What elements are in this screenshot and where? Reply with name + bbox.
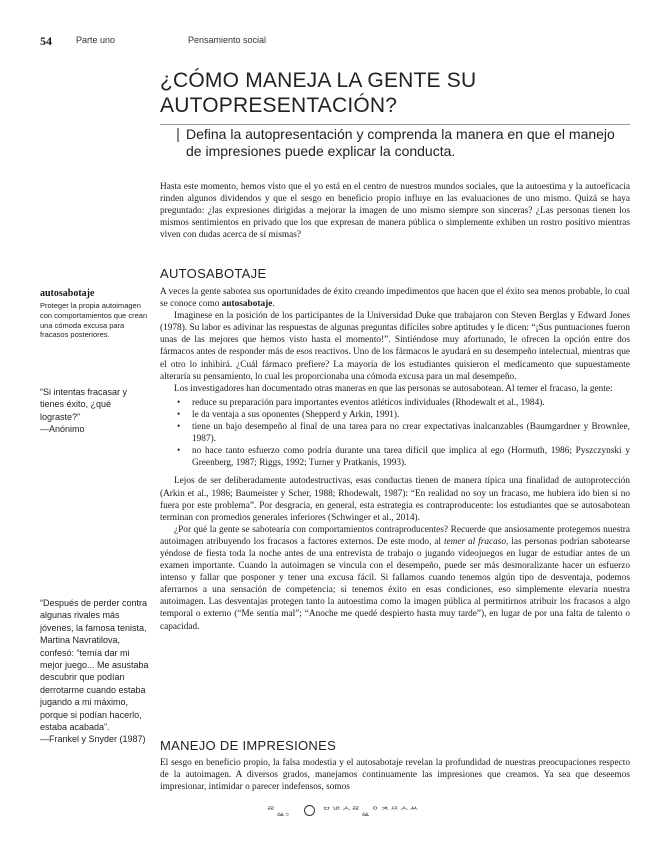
section-autosabotaje-body xyxy=(160,286,630,633)
list-item: • tiene un bajo desempeño al final de una tarea para no crear expectativas inalcanzables (Baumgardner y Brownlee, 1987). xyxy=(192,421,630,445)
chapter-title-line-1: ¿CÓMO MANEJA LA GENTE SU xyxy=(160,69,477,92)
section-heading-autosabotaje: AUTOSABOTAJE xyxy=(160,266,267,281)
quote-text: “Después de perder contra algunas rivales más jóvenes, la famosa tenista, Martina Navratilova, confesó: “temía dar mi mejor juego... Me asustaba descubrir que podían derrotarme cuando estaba jugando a mi máximo, porque si podían hacerlo, estaba acabada”. xyxy=(40,598,149,733)
paragraph: Imaginese en la posición de los participantes de la Universidad Duke que trabajaron con Steven Berglas y Edward Jones (1978). Su labor es adivinar las respuestas de algunas preguntas difíciles sobre aptitudes y le dicen: “¡Sus puntuaciones fueron unas de las mejores que hemos visto hasta el momento!”. Sintiéndose muy afortunado, le ofrecen la opción entre dos fármacos antes de responder más de esos reactivos. Uno de los fármacos le ayudará en su desempeño intelectual, mientras que el otro lo inhibirá. ¿Cuál fármaco prefiere? La mayoría de los estudiantes quisieron el medicamento que supuestamente alteraría su pensamiento, lo cual les proporcionaba una cómoda excusa para un mal desempeño. xyxy=(160,311,630,382)
paragraph: Los investigadores han documentado otras maneras en que las personas se autosabotean. Al temer el fracaso, la gente: xyxy=(174,383,613,394)
text-run: , las personas podrían sabotearse yéndose de fiesta toda la noche antes de una entrevista de trabajo o jugando videojuegos en lugar de estudiar antes de un examen importante. Cuando la autoimagen se vincula con el desempeño, puede ser más desmoralizante hacer un esfuerzo intenso y fallar que posponer y tener una excusa fácil. Si fallamos cuando tenemos algún tipo de desventaja, podemos aferrarnos a una sensación de competencia; si tenemos éxito en esas condiciones, eso simplemente elevaría nuestra autoimagen. Las desventajas protegen tanto la autoestima como la imagen pública al permitirnos atribuir los fracasos a algo temporal o externo (“Me sentía mal”; “Anoche me quedé despierto hasta muy tarde”), en lugar de por una falta de talento o capacidad. xyxy=(160,536,630,632)
glossary-box xyxy=(40,288,152,340)
learning-objective: Defina la autopresentación y comprenda la manera en que el manejo de impresiones puede explicar la conducta. xyxy=(186,126,615,159)
list-item: • le da ventaja a sus oponentes (Shepperd y Arkin, 1991). xyxy=(192,409,630,421)
margin-quote-1 xyxy=(40,386,152,436)
section-label: Pensamiento social xyxy=(188,35,267,45)
page-footer xyxy=(266,803,436,821)
running-header xyxy=(40,34,630,50)
quote-author: —Frankel y Snyder (1987) xyxy=(40,734,146,745)
text-run: ¿Por qué la gente se sabotearía con comportamientos contraproducentes? Recuerde que ansiosamente protegemos nuestra autoimagen atribuyendo los fracasos a factores externos. De este modo, al xyxy=(160,524,630,547)
bullet-list xyxy=(160,397,630,470)
paragraph: El sesgo en beneficio propio, la falsa modestia y el autosabotaje revelan la profundidad de nuestras preocupaciones respecto de la autoimagen. A diversos grados, manejamos continuamente las impresiones que creamos. Ya sea que deseemos impresionar, intimidar o parecer indefensos, somos xyxy=(160,758,630,793)
margin-quote-2 xyxy=(40,597,152,746)
footer-mark-right: ᄆᄖᄉᄙᇲᄋᄌᄶᄉᄊ xyxy=(321,807,419,818)
chapter-title xyxy=(160,68,630,118)
text-run: A veces la gente sabotea sus oportunidades de éxito creando impedimentos que hacen que el éxito sea menos probable, lo cual se conoce como xyxy=(160,287,630,310)
glossary-definition: Proteger la propia autoimagen con comportamientos que crean una cómoda excusa para fracasos posteriores. xyxy=(40,301,148,340)
paragraph xyxy=(160,524,630,633)
paragraph xyxy=(160,286,630,310)
chapter-title-line-2: AUTOPRESENTACIÓN? xyxy=(160,94,398,117)
part-label: Parte uno xyxy=(76,35,116,45)
section-heading-manejo-impresiones: MANEJO DE IMPRESIONES xyxy=(160,738,337,753)
key-term: autosabotaje xyxy=(221,299,273,310)
title-rule xyxy=(160,124,630,125)
list-item: • reduce su preparación para importantes eventos atléticos individuales (Rhodewalt et al., 1984). xyxy=(192,397,630,409)
intro-paragraph xyxy=(160,181,630,241)
intro-text: Hasta este momento, hemos visto que el yo está en el centro de nuestros mundos sociales, que la autoestima y la autoeficacia rinden algunos dividendos y que el sesgo en beneficio propio influye en las evaluaciones de uno mismo. Quizá se haya preguntado: ¿las expresiones dirigidas a mejorar la imagen de uno mismo siempre son sinceras? ¿Las personas tienen los mismos sentimientos en privado que los que expresan de manera pública o simplemente exhiben un rostro positivo mientras viven con dudas acerca de sí mismas? xyxy=(160,182,630,241)
footer-mark-left: ᄙᇲ。 xyxy=(266,807,296,818)
text-run: . xyxy=(272,299,275,310)
list-item: • no hace tanto esfuerzo como podría durante una tarea difícil que implica al ego (Hormuth, 1986; Pyszczynski y Greenberg, 1987; Riggs, 1992; Turner y Pratkanis, 1993). xyxy=(192,445,630,469)
quote-author: —Anónimo xyxy=(40,424,85,435)
page-number: 54 xyxy=(40,34,52,48)
paragraph: Lejos de ser deliberadamente autodestructivas, esas conductas tienen de manera típica una finalidad de autoprotección (Arkin et al., 1986; Baumeister y Scher, 1988; Rhodewalt, 1987): “En realidad no soy un fracaso, me hubiera ido bien si no fuera por este problema”. Por desgracia, en general, esta estrategia es contraproducente: los estudiantes que se autosabotean terminan con promedios generales inferiores (Schwinger et al., 2014). xyxy=(160,476,630,523)
section-manejo-body xyxy=(160,757,630,793)
objective-bar xyxy=(177,128,179,142)
quote-text: “Si intentas fracasar y tienes éxito, ¿qué lograste?” xyxy=(40,387,128,422)
circle-icon xyxy=(304,805,315,816)
glossary-term: autosabotaje xyxy=(40,288,95,299)
emphasis: temer al fracaso xyxy=(443,536,507,547)
